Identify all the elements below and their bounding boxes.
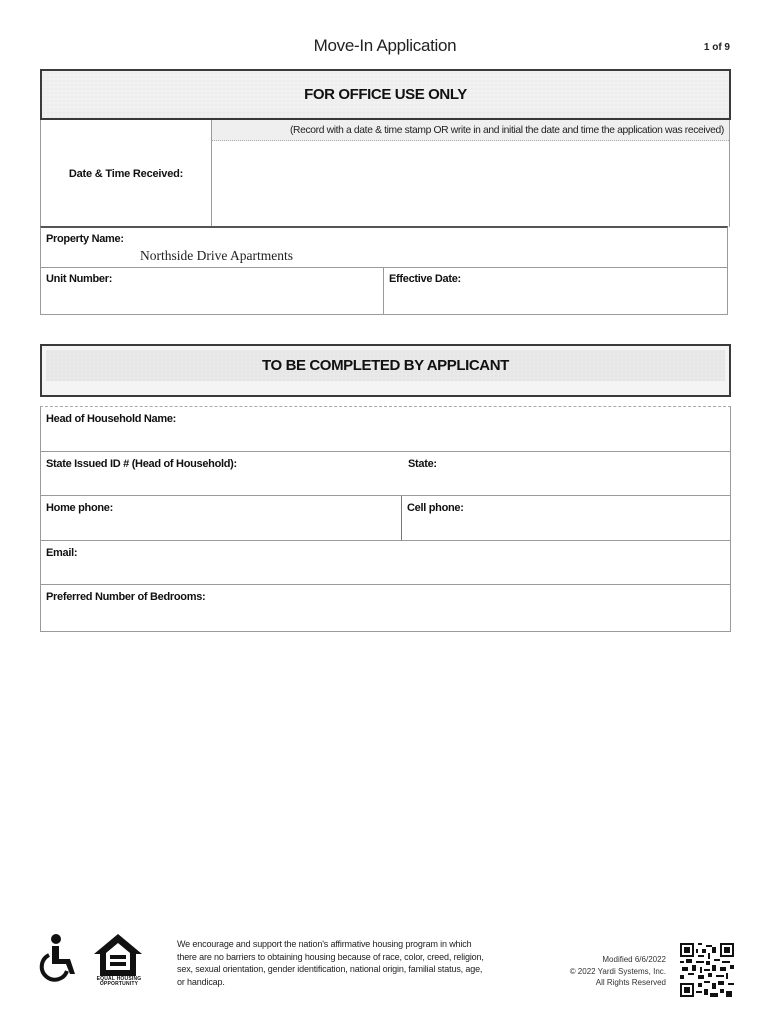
date-time-received-label: Date & Time Received: bbox=[41, 120, 212, 227]
unit-number-label: Unit Number: bbox=[46, 273, 113, 285]
preferred-bedrooms-label: Preferred Number of Bedrooms: bbox=[46, 591, 206, 603]
date-time-received-area bbox=[212, 120, 729, 227]
state-id-row[interactable] bbox=[41, 452, 730, 496]
state-id-label: State Issued ID # (Head of Household): bbox=[46, 458, 237, 470]
state-label: State: bbox=[408, 458, 437, 470]
applicant-form bbox=[40, 406, 731, 632]
date-time-received-field[interactable] bbox=[212, 141, 729, 227]
copyright-block bbox=[540, 954, 666, 989]
date-time-instructions: (Record with a date & time stamp OR write in and initial the date and time the application was received) bbox=[212, 120, 729, 141]
property-name-value[interactable]: Northside Drive Apartments bbox=[140, 248, 293, 263]
equal-housing-text: EQUAL HOUSING OPPORTUNITY bbox=[96, 976, 142, 987]
property-info-block bbox=[40, 226, 728, 315]
email-label: Email: bbox=[46, 547, 78, 559]
document-title: Move-In Application bbox=[313, 36, 457, 55]
copyright-text: © 2022 Yardi Systems, Inc. bbox=[569, 966, 666, 976]
fair-housing-statement: We encourage and support the nation's affirmative housing program in which there are no barriers to obtaining housing because of race, color, creed, religion, sex, sexual orientation, gender identification, national origin, familial status, age, or handicap. bbox=[177, 939, 484, 987]
cell-phone-label: Cell phone: bbox=[407, 502, 464, 514]
page-indicator: 1 of 9 bbox=[703, 42, 730, 53]
effective-date-label: Effective Date: bbox=[389, 273, 461, 285]
cell-phone-field[interactable] bbox=[402, 496, 730, 540]
email-field[interactable] bbox=[41, 541, 730, 585]
applicant-section-heading bbox=[40, 344, 731, 397]
rights-text: All Rights Reserved bbox=[595, 978, 666, 987]
unit-number-field[interactable] bbox=[41, 268, 384, 314]
applicant-heading-band bbox=[46, 350, 725, 381]
applicant-heading-text: TO BE COMPLETED BY APPLICANT bbox=[262, 357, 509, 374]
phone-row bbox=[41, 496, 730, 541]
property-name-row[interactable] bbox=[41, 228, 727, 268]
unit-effective-row bbox=[41, 268, 727, 314]
office-use-heading-text: FOR OFFICE USE ONLY bbox=[304, 86, 467, 103]
home-phone-label: Home phone: bbox=[46, 502, 113, 514]
qr-code-icon bbox=[680, 943, 734, 997]
preferred-bedrooms-field[interactable] bbox=[41, 585, 730, 631]
property-name-label: Property Name: bbox=[46, 233, 124, 245]
date-time-received-row bbox=[40, 120, 730, 227]
effective-date-field[interactable] bbox=[384, 268, 727, 314]
wheelchair-accessibility-icon bbox=[38, 933, 80, 985]
head-of-household-name-field[interactable] bbox=[41, 407, 730, 452]
page-footer bbox=[0, 930, 770, 1010]
head-of-household-name-label: Head of Household Name: bbox=[46, 413, 177, 425]
home-phone-field[interactable] bbox=[41, 496, 402, 540]
office-use-heading bbox=[40, 69, 731, 120]
modified-date: Modified 6/6/2022 bbox=[602, 955, 666, 964]
